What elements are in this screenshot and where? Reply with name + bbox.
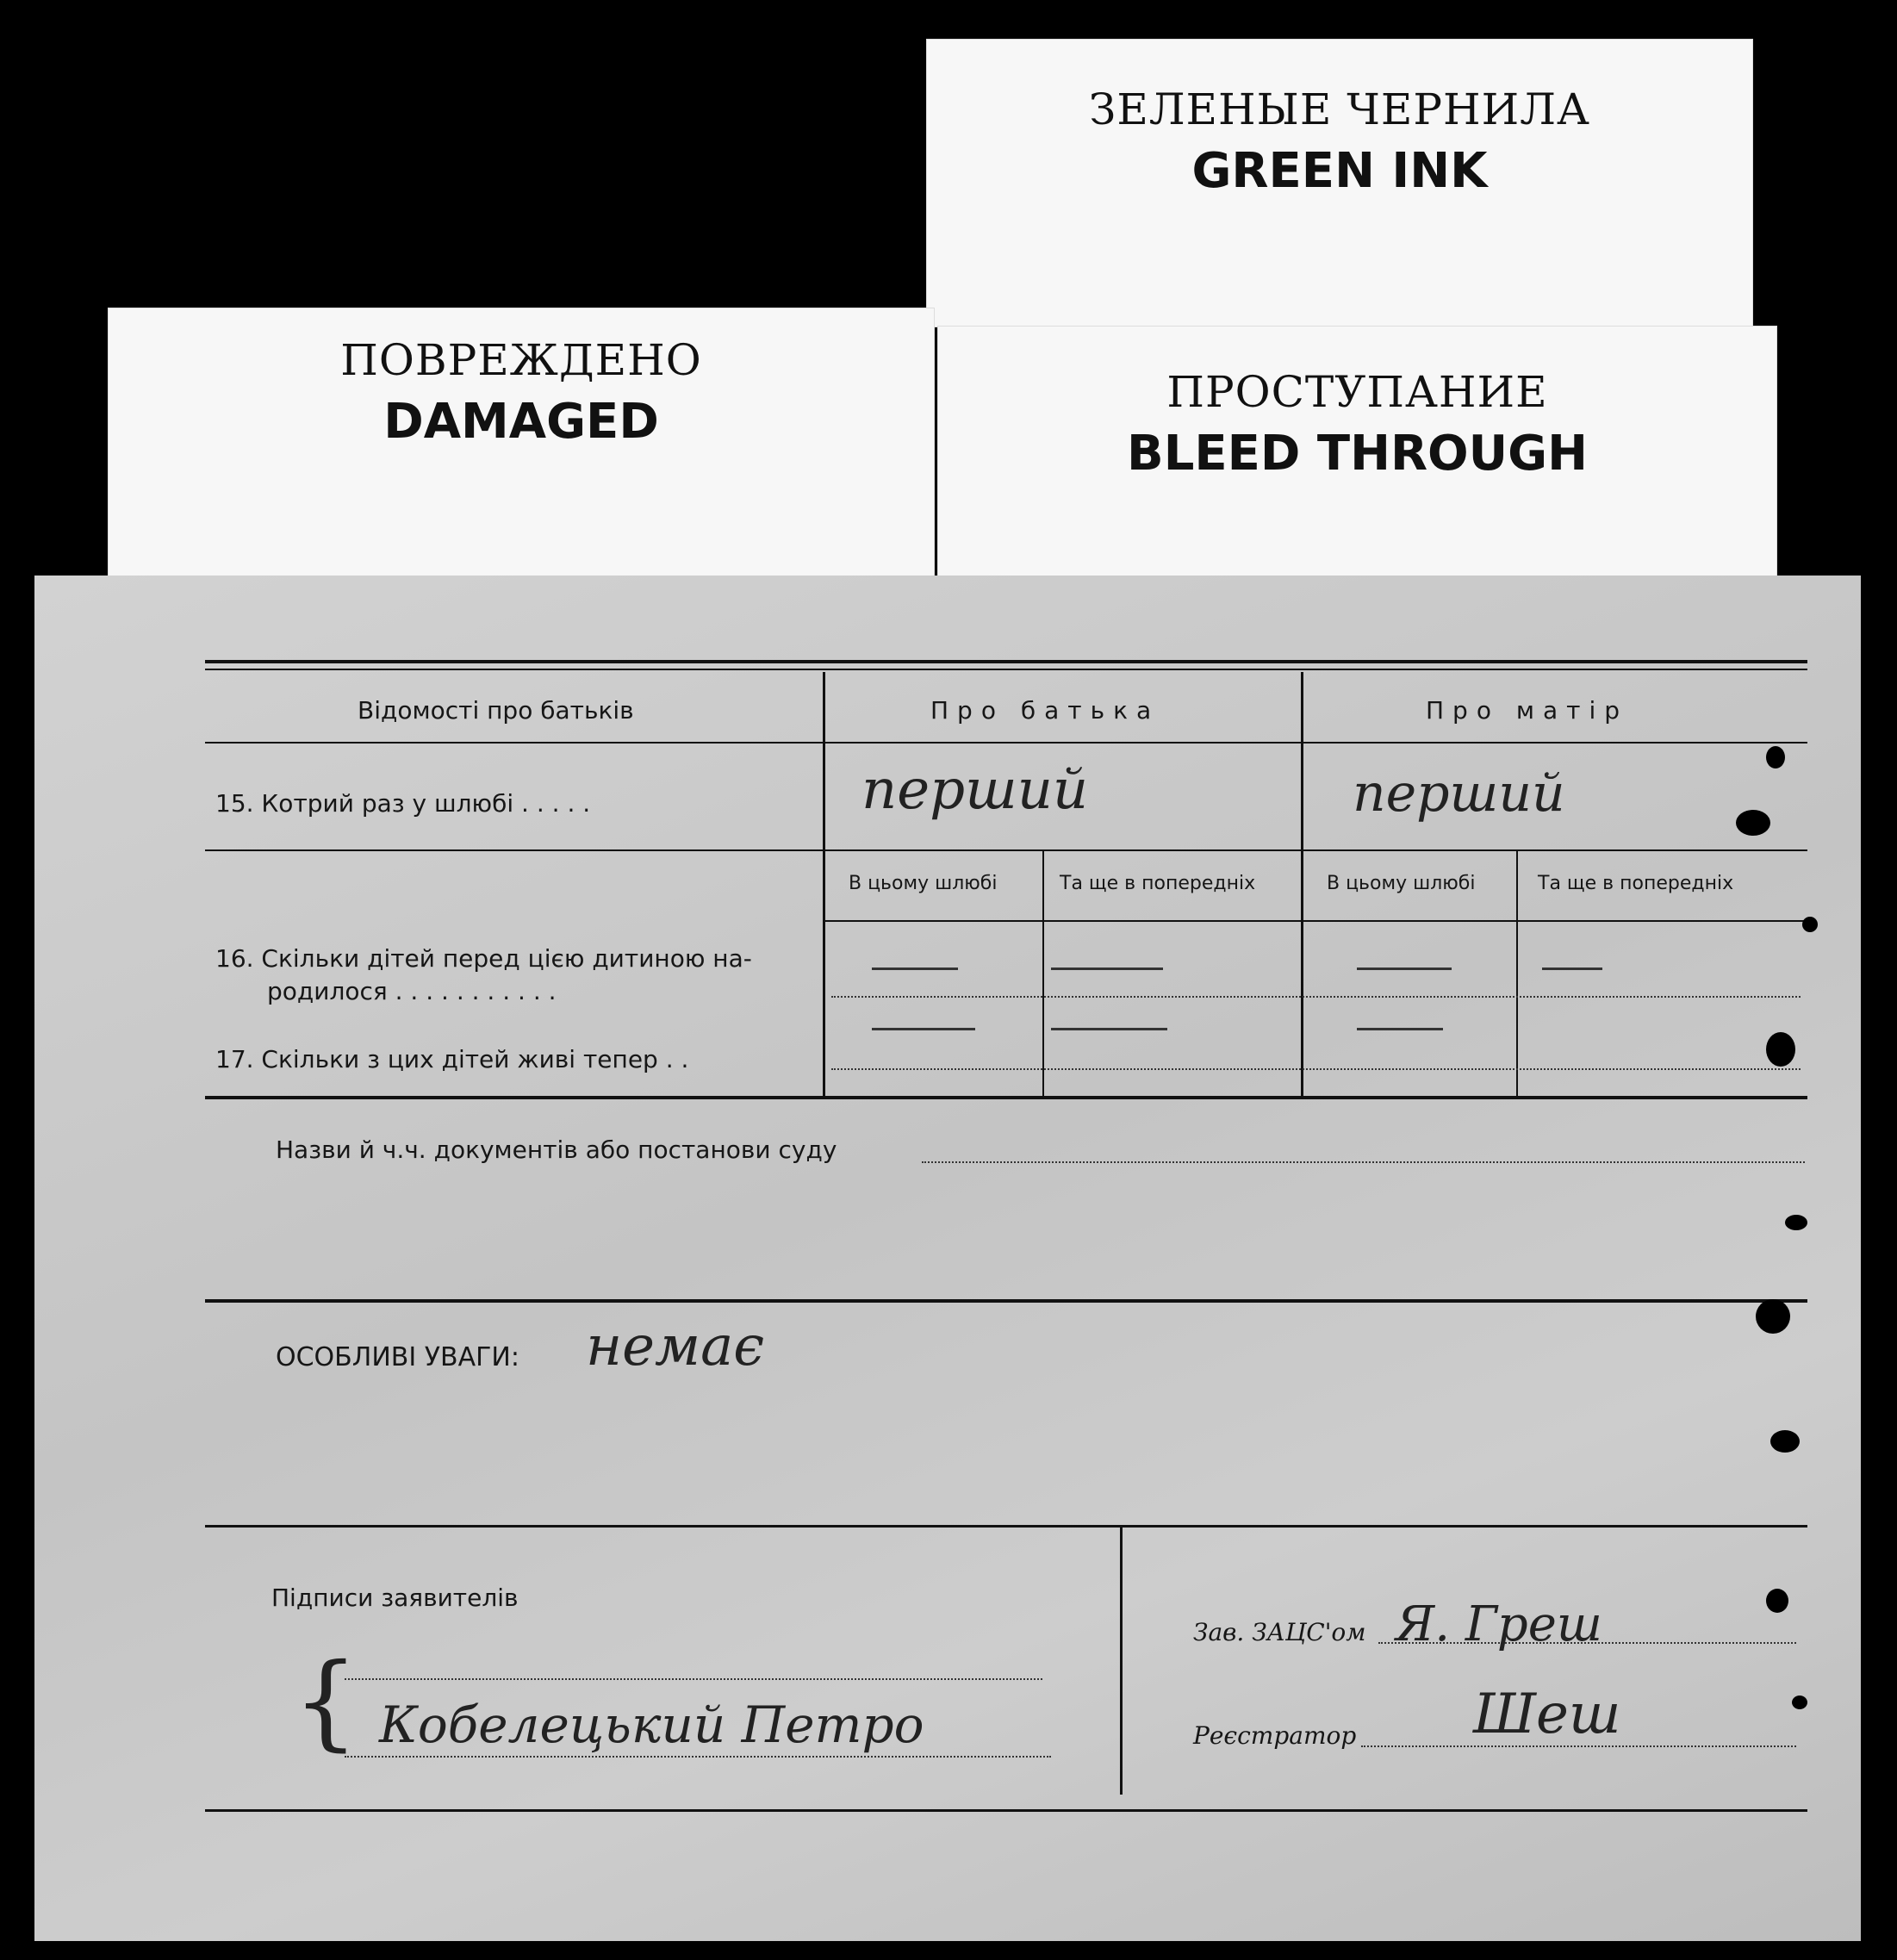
signatures-divider [1120, 1528, 1123, 1795]
signature-line-1 [345, 1678, 1042, 1680]
row16-mother-this-dash [1357, 968, 1452, 970]
row15-father-value: перший [861, 758, 1089, 822]
top-rule-thin [205, 669, 1807, 670]
header-father: Про батька [930, 696, 1160, 725]
subheader-father-this: В цьому шлюбі [849, 873, 998, 894]
green-ink-label-en: GREEN INK [1191, 143, 1488, 199]
signature-line-2 [345, 1756, 1051, 1758]
birth-record-form [34, 576, 1861, 1941]
signatures-label: Підписи заявителів [271, 1584, 519, 1612]
signature-brace: { [293, 1642, 359, 1762]
subheader-rule [825, 920, 1807, 922]
subheader-mother-this: В цьому шлюбі [1327, 873, 1476, 894]
row17-dotted-line [831, 1068, 1801, 1070]
header-parents-info: Відомості про батьків [358, 696, 634, 725]
subheader-father-prev: Та ще в попередніх [1060, 873, 1256, 894]
green-ink-label-card [926, 39, 1753, 327]
damage-hole [1792, 1696, 1807, 1709]
damage-hole [1756, 1299, 1790, 1334]
documents-dotted-line [922, 1161, 1805, 1163]
bleed-through-label-ru: ПРОСТУПАНИЕ [1166, 367, 1548, 417]
row15-mother-value: перший [1353, 763, 1565, 824]
table-bottom-rule [205, 1096, 1807, 1099]
damaged-label-ru: ПОВРЕЖДЕНО [340, 335, 702, 385]
head-label: Зав. ЗАЦС'ом [1193, 1618, 1366, 1646]
row16-label-line1: 16. Скільки дітей перед цією дитиною на- [215, 944, 752, 973]
registrar-label: Реєстратор [1193, 1721, 1357, 1750]
bleed-through-label-card [937, 326, 1777, 601]
signatures-top-rule [205, 1525, 1807, 1528]
notes-top-rule [205, 1299, 1807, 1303]
col-divider-2 [1301, 672, 1303, 1096]
damage-hole [1766, 746, 1785, 768]
notes-value: немає [586, 1315, 765, 1378]
bottom-rule [205, 1809, 1807, 1812]
applicant-signature: Кобелецький Петро [379, 1696, 924, 1754]
col-divider-father-sub [1042, 851, 1044, 1096]
col-divider-mother-sub [1516, 851, 1518, 1096]
damage-hole [1802, 917, 1818, 932]
col-divider-1 [823, 672, 825, 1096]
damaged-label-card [108, 308, 935, 596]
row17-label: 17. Скільки з цих дітей живі тепер . . [215, 1045, 689, 1073]
row17-mother-this-dash [1357, 1028, 1443, 1030]
registrar-signature: Шеш [1473, 1683, 1621, 1746]
row17-father-this-dash [872, 1028, 975, 1030]
bleed-through-label-en: BLEED THROUGH [1127, 426, 1588, 482]
subheader-mother-prev: Та ще в попередніх [1538, 873, 1734, 894]
damage-hole [1766, 1589, 1788, 1613]
head-signature: Я. Греш [1396, 1596, 1602, 1652]
damage-hole [1736, 810, 1770, 836]
top-rule [205, 660, 1807, 663]
damage-hole [1770, 1430, 1800, 1453]
row16-father-prev-dash [1051, 968, 1163, 970]
row15-label: 15. Котрий раз у шлюбі . . . . . [215, 789, 591, 818]
row16-mother-prev-dash [1542, 968, 1602, 970]
damage-hole [1766, 1032, 1795, 1067]
row15-rule [205, 849, 1807, 851]
row16-father-this-dash [872, 968, 958, 970]
damaged-label-en: DAMAGED [383, 394, 659, 450]
row17-father-prev-dash [1051, 1028, 1167, 1030]
row16-label-line2: родилося . . . . . . . . . . . [267, 977, 557, 1005]
green-ink-label-ru: ЗЕЛЕНЫЕ ЧЕРНИЛА [1089, 84, 1590, 134]
row16-dotted-line [831, 996, 1801, 998]
notes-label: ОСОБЛИВІ УВАГИ: [276, 1342, 519, 1372]
damage-hole [1785, 1215, 1807, 1230]
header-rule [205, 742, 1807, 744]
documents-label: Назви й ч.ч. документів або постанови суду [276, 1136, 837, 1164]
header-mother: Про матір [1426, 696, 1629, 725]
